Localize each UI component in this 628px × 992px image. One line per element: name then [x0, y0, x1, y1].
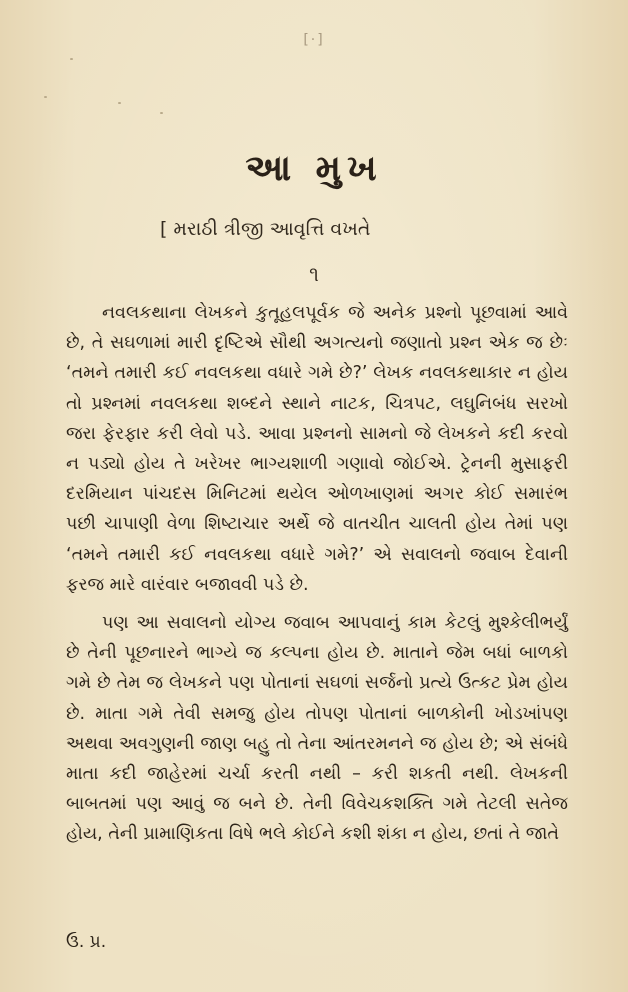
section-number: ૧ — [309, 262, 319, 286]
body-text — [66, 298, 568, 850]
footer-signature: ઉ. પ્ર. — [66, 932, 107, 952]
paper-speck — [70, 58, 73, 60]
page-title: આ મુખ — [245, 148, 383, 189]
paper-speck — [118, 102, 121, 104]
page-subtitle: [ મરાઠી ત્રીજી આવૃત્તિ વખતે — [160, 218, 371, 240]
paragraph: નવલકથાના લેખકને કુતૂહલપૂર્વક જે અનેક પ્રશ્નો પૂછવામાં આવે છે, તે સઘળામાં મારી દૃષ્ટિએ સૌથી અગત્યનો જણાતો પ્રશ્ન એક જ છેઃ ‘તમને તમારી કઈ નવલકથા વધારે ગમે છે?’ લેખક નવલકથાકાર ન હોય તો પ્રશ્નમાં નવલકથા શબ્દને સ્થાને નાટક, ચિત્રપટ, લઘુનિબંધ સરખો જરા ફેરફાર કરી લેવો પડે. આવા પ્રશ્નનો સામનો જે લેખકને કદી કરવો ન પડ્યો હોય તે ખરેખર ભાગ્યશાળી ગણાવો જોઈએ. ટ્રેનની મુસાફરી દરમિયાન પાંચદસ મિનિટમાં થયેલ ઓળખાણમાં અગર કોઈ સમારંભ પછી ચાપાણી વેળા શિષ્ટાચાર અર્થે જે વાતચીત ચાલતી હોય તેમાં પણ ‘તમને તમારી કઈ નવલકથા વધારે ગમે?’ એ સવાલનો જવાબ દેવાની ફરજ મારે વારંવાર બજાવવી પડે છે. — [66, 303, 568, 595]
paragraph: પણ આ સવાલનો યોગ્ય જવાબ આપવાનું કામ કેટલું મુશ્કેલીભર્યું છે તેની પૂછનારને ભાગ્યે જ કલ્પના હોય છે. માતાને જેમ બધાં બાળકો ગમે છે તેમ જ લેખકને પણ પોતાનાં સઘળાં સર્જનો પ્રત્યે ઉત્કટ પ્રેમ હોય છે. માતા ગમે તેવી સમજુ હોય તોપણ પોતાનાં બાળકોની ખોડખાંપણ અથવા અવગુણની જાણ બહુ તો તેના આંતરમનને જ હોય છે; એ સંબંધે માતા કદી જાહેરમાં ચર્ચા કરતી નથી – કરી શકતી નથી. લેખકની બાબતમાં પણ આવું જ બને છે. તેની વિવેચકશક્તિ ગમે તેટલી સતેજ હોય, તેની પ્રામાણિકતા વિષે ભલે કોઈને કશી શંકા ન હોય, છતાં તે જાતે — [66, 613, 568, 845]
paper-speck — [44, 96, 47, 98]
folio-mark: [·] — [303, 32, 325, 48]
paper-speck — [160, 112, 163, 114]
